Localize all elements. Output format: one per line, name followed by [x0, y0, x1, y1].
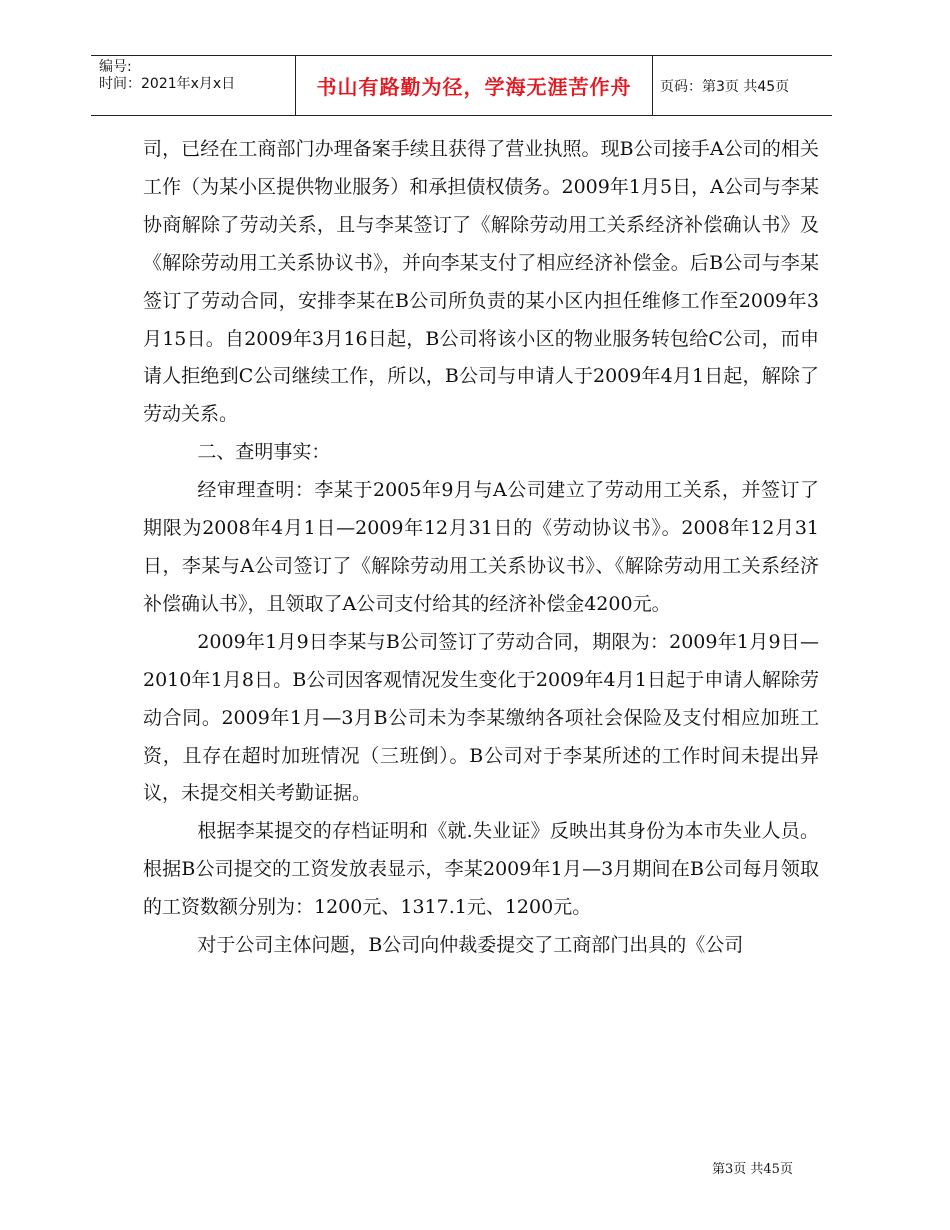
paragraph-5: 对于公司主体问题，B公司向仲裁委提交了工商部门出具的《公司: [197, 934, 744, 957]
code-label: 编号:: [99, 59, 132, 75]
paragraph-4: 根据李某提交的存档证明和《就.失业证》反映出其身份为本市失业人员。根据B公司提交的工资发放表显示，李某2009年1月—3月期间在B公司每月领取的工资数额分别为：1200元、1317.1元、1200元。: [143, 820, 819, 919]
document-body: [143, 131, 819, 965]
paragraph-3: 2009年1月9日李某与B公司签订了劳动合同，期限为：2009年1月9日—2010年1月8日。B公司因客观情况发生变化于2009年4月1日起于申请人解除劳动合同。2009年1月—3月B公司未为李某缴纳各项社会保险及支付相应加班工资，且存在超时加班情况（三班倒）。B公司对于李某所述的工作时间未提出异议，未提交相关考勤证据。: [143, 630, 819, 805]
header-slogan: 书山有路勤为径，学海无涯苦作舟: [295, 56, 653, 115]
paragraph-2: 经审理查明：李某于2005年9月与A公司建立了劳动用工关系，并签订了期限为2008年4月1日—2009年12月31日的《劳动协议书》。2008年12月31日，李某与A公司签订了《解除劳动用工关系协议书》、《解除劳动用工关系经济补偿确认书》，且领取了A公司支付给其的经济补偿金4200元。: [143, 479, 819, 615]
page-footer: 第3页 共45页: [712, 1162, 793, 1177]
header-meta: [91, 56, 295, 115]
section-title-findings: 二、查明事实：: [197, 441, 331, 464]
paragraph-1: 司，已经在工商部门办理备案手续且获得了营业执照。现B公司接手A公司的相关工作（为某小区提供物业服务）和承担债权债务。2009年1月5日，A公司与李某协商解除了劳动关系，且与李某签订了《解除劳动用工关系经济补偿确认书》及《解除劳动用工关系协议书》，并向李某支付了相应经济补偿金。后B公司与李某签订了劳动合同，安排李某在B公司所负责的某小区内担任维修工作至2009年3月15日。自2009年3月16日起，B公司将该小区的物业服务转包给C公司，而申请人拒绝到C公司继续工作，所以，B公司与申请人于2009年4月1日起，解除了劳动关系。: [143, 138, 819, 426]
time-label: 时间：2021年x月x日: [99, 76, 236, 92]
header-page-info: 页码：第3页 共45页: [660, 78, 790, 95]
page-header: [91, 55, 832, 116]
